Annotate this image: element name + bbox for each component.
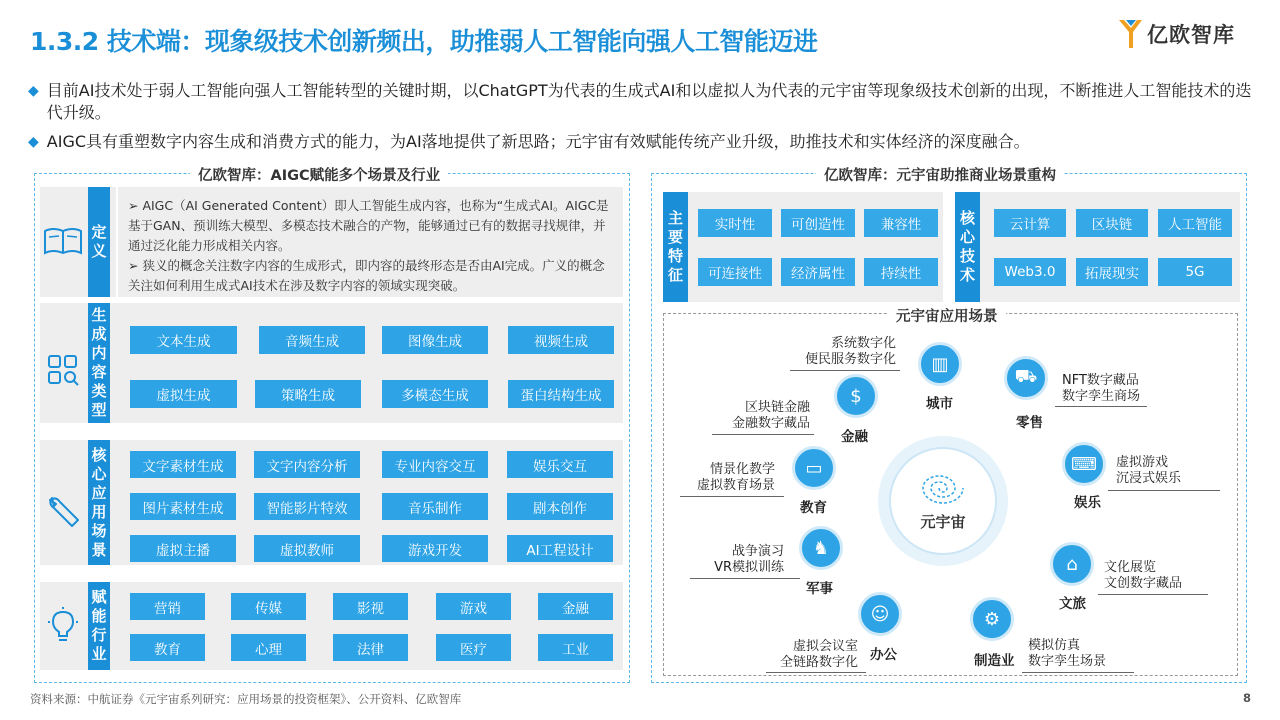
- content-type-chip: 蛋白结构生成: [508, 380, 614, 408]
- content-type-chip: 虚拟生成: [130, 380, 237, 408]
- office-desc-1: 虚拟会议室: [792, 639, 858, 654]
- tech-chip: 拓展现实: [1076, 258, 1148, 286]
- scenario-chip: 游戏开发: [382, 535, 488, 562]
- building-icon: ▥: [918, 342, 962, 386]
- finance-desc-1: 区块链金融: [744, 400, 810, 415]
- tech-chip: 人工智能: [1158, 209, 1232, 237]
- feature-chip: 持续性: [864, 258, 938, 286]
- industries-row: [40, 582, 623, 670]
- bullet-1: [28, 80, 1253, 124]
- lightbulb-icon: [42, 604, 84, 646]
- industry-chip: 金融: [538, 593, 613, 620]
- tech-chip: Web3.0: [994, 258, 1066, 286]
- scenario-chip: 娱乐交互: [507, 451, 613, 478]
- divider: [766, 672, 866, 673]
- education-desc-2: 虚拟教育场景: [696, 478, 775, 493]
- scene-manufacturing: 制造业: [974, 653, 1015, 669]
- right-panel-title: 亿欧智库：元宇宙助推商业场景重构: [816, 164, 1064, 185]
- content-type-chip: 视频生成: [508, 326, 614, 354]
- divider: [1108, 490, 1220, 491]
- manufacturing-desc-2: 数字孪生场景: [1028, 654, 1107, 669]
- industry-chip: 传媒: [231, 593, 306, 620]
- scenario-chip: AI工程设计: [507, 535, 613, 562]
- feature-chip: 可创造性: [781, 209, 855, 237]
- scene-tourism: 文旅: [1059, 596, 1086, 612]
- entertainment-desc-2: 沉浸式娱乐: [1116, 471, 1182, 486]
- scenario-chip: 文字素材生成: [130, 451, 236, 478]
- industry-chip: 影视: [333, 593, 408, 620]
- left-panel-title: 亿欧智库：AIGC赋能多个场景及行业: [190, 164, 448, 185]
- retail-desc-2: 数字孪生商场: [1062, 389, 1141, 404]
- galaxy-icon: [913, 471, 973, 505]
- content-type-chip: 文本生成: [130, 326, 237, 354]
- industry-chip: 法律: [333, 634, 408, 661]
- military-desc-1: 战争演习: [731, 544, 784, 559]
- industry-chip: 营销: [130, 593, 205, 620]
- oil-pump-icon: ⚙: [970, 597, 1014, 641]
- scene-entertainment: 娱乐: [1074, 495, 1101, 511]
- industries-label: 赋能行业: [88, 582, 110, 670]
- bullet-text: AIGC具有重塑数字内容生成和消费方式的能力，为AI落地提供了新思路；元宇宙有效赋能传统产业升级，助推技术和实体经济的深度融合。: [46, 132, 1030, 151]
- scene-city: 城市: [926, 396, 953, 412]
- core-scenarios-label: 核心应用场景: [88, 440, 110, 565]
- tech-chip: 区块链: [1076, 209, 1148, 237]
- tech-chip: 5G: [1158, 258, 1232, 286]
- content-type-chip: 策略生成: [255, 380, 361, 408]
- scene-military: 军事: [806, 581, 833, 597]
- scenario-chip: 音乐制作: [382, 493, 488, 520]
- scenario-chip: 虚拟主播: [130, 535, 236, 562]
- scenario-chip: 虚拟教师: [254, 535, 360, 562]
- center-circle: [889, 447, 997, 555]
- content-type-chip: 图像生成: [382, 326, 488, 354]
- content-types-label: 生成内容类型: [88, 303, 110, 423]
- retail-desc-1: NFT数字藏品: [1062, 373, 1139, 388]
- bullet-2: [28, 131, 1253, 153]
- scenario-chip: 智能影片特效: [254, 493, 360, 520]
- feature-chip: 经济属性: [781, 258, 855, 286]
- definition-label: 定义: [88, 187, 110, 297]
- industry-chip: 医疗: [436, 634, 511, 661]
- divider: [1055, 406, 1147, 407]
- feature-chip: 实时性: [698, 209, 772, 237]
- scenario-chip: 文字内容分析: [254, 451, 360, 478]
- tourism-desc-2: 文创数字藏品: [1104, 576, 1183, 591]
- page-number: 8: [1243, 691, 1252, 705]
- definition-text-1: ➢ AIGC（AI Generated Content）即人工智能生成内容，也称为“生成式AI。AIGC是基于GAN、预训练大模型、多模态技术融合的产物，能够通过已有的数据寻找规律，并通过泛化能力形成相关内容。: [128, 198, 609, 253]
- blackboard-icon: ▭: [792, 446, 836, 490]
- divider: [1098, 594, 1208, 595]
- definition-text-2: ➢ 狭义的概念关注数字内容的生成形式，即内容的最终形态是否由AI完成。广义的概念关注如何利用生成式AI技术在涉及数字内容的领域实现突破。: [128, 258, 605, 293]
- diamond-icon: ◆: [28, 134, 39, 150]
- divider: [680, 496, 784, 497]
- content-type-chip: 多模态生成: [382, 380, 488, 408]
- finance-desc-2: 金融数字藏品: [731, 416, 810, 431]
- content-type-chip: 音频生成: [259, 326, 365, 354]
- pavilion-icon: ⌂: [1050, 542, 1094, 586]
- entertainment-desc-1: 虚拟游戏: [1116, 455, 1169, 470]
- tech-chip: 云计算: [994, 209, 1066, 237]
- city-desc-1: 系统数字化: [830, 336, 896, 351]
- logo-text: 亿欧智库: [1147, 23, 1235, 47]
- feature-chip: 兼容性: [864, 209, 938, 237]
- cart-icon: ⛟: [1004, 356, 1048, 400]
- industry-chip: 工业: [538, 634, 613, 661]
- industry-chip: 心理: [231, 634, 306, 661]
- feature-chip: 可连接性: [698, 258, 772, 286]
- book-icon: [40, 218, 86, 264]
- office-worker-icon: ☺: [858, 592, 902, 636]
- scenes-title: 元宇宙应用场景: [888, 305, 1006, 326]
- diamond-icon: ◆: [28, 83, 39, 99]
- features-label: 主要特征: [663, 192, 688, 302]
- grid-search-icon: [42, 349, 84, 391]
- scene-finance: 金融: [841, 429, 868, 445]
- page-title: 1.3.2 技术端：现象级技术创新频出，助推弱人工智能向强人工智能迈进: [30, 27, 818, 56]
- scenario-chip: 图片素材生成: [130, 493, 236, 520]
- tourism-desc-1: 文化展览: [1104, 560, 1157, 575]
- tech-label: 核心技术: [955, 192, 980, 302]
- education-desc-1: 情景化教学: [709, 462, 775, 477]
- scenario-chip: 专业内容交互: [382, 451, 488, 478]
- bullet-text: 目前AI技术处于弱人工智能向强人工智能转型的关键时期，以ChatGPT为代表的生成式AI和以虚拟人为代表的元宇宙等现象级技术创新的出现，不断推进人工智能技术的迭代升级。: [46, 81, 1252, 122]
- manufacturing-desc-1: 模拟仿真: [1028, 638, 1081, 653]
- city-desc-2: 便民服务数字化: [804, 352, 896, 367]
- chess-knight-icon: ♞: [799, 526, 843, 570]
- scene-retail: 零售: [1016, 415, 1043, 431]
- scene-office: 办公: [870, 647, 897, 663]
- military-desc-2: VR模拟训练: [714, 560, 784, 575]
- scenario-chip: 剧本创作: [507, 493, 613, 520]
- logo-icon: [1117, 18, 1143, 50]
- center-label: 元宇宙: [920, 512, 966, 531]
- divider: [790, 370, 900, 371]
- scene-education: 教育: [800, 500, 827, 516]
- divider: [712, 434, 814, 435]
- logo: [1117, 18, 1235, 50]
- divider: [690, 578, 800, 579]
- wrench-icon: [42, 490, 84, 532]
- gamepad-icon: ⌨: [1062, 442, 1106, 486]
- source-note: 资料来源：中航证券《元宇宙系列研究：应用场景的投资框架》、公开资料、亿欧智库: [30, 692, 462, 706]
- office-desc-2: 全链路数字化: [779, 655, 858, 670]
- coins-icon: $: [834, 374, 878, 418]
- industry-chip: 教育: [130, 634, 205, 661]
- divider: [1022, 672, 1134, 673]
- industry-chip: 游戏: [436, 593, 511, 620]
